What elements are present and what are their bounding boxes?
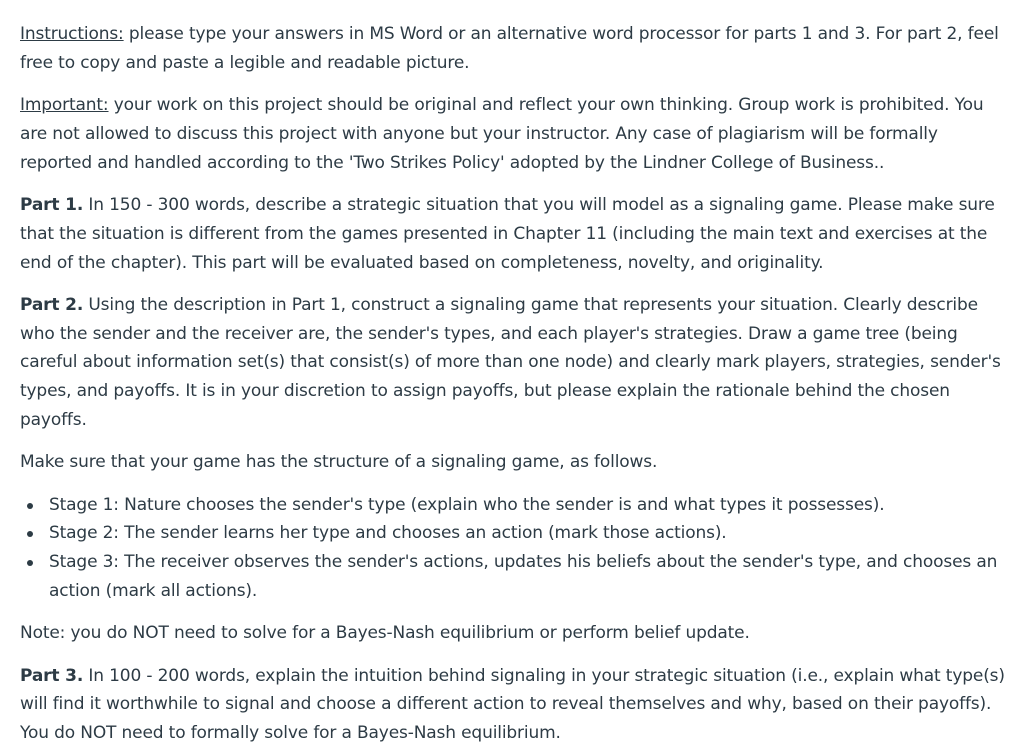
- part2-text: Using the description in Part 1, construct a signaling game that represents your situation. Clearly describe who the sender and the receiver are, the sender's types, and each player's strategies. Draw a game tree (being careful about information set(s) that consist(s) of more than one node) and clearly mark players, strategies, sender's types, and payoffs. It is in your discretion to assign payoffs, but please explain the rationale behind the chosen payoffs.: [20, 294, 1001, 431]
- part3-paragraph: [20, 662, 1010, 748]
- important-text: your work on this project should be original and reflect your own thinking. Group work is prohibited. You are not allowed to discuss this project with anyone but your instructor. Any case of plagiarism will be formally reported and handled according to the 'Two Strikes Policy' adopted by the Lindner College of Business..: [20, 95, 984, 173]
- list-item: [49, 491, 1010, 520]
- part2-paragraph: [20, 291, 1010, 435]
- part3-text: In 100 - 200 words, explain the intuition behind signaling in your strategic situation (i.e., explain what type(s) will find it worthwhile to signal and choose a different action to reveal themselves and why, based on their payoffs). You do NOT need to formally solve for a Bayes-Nash equilibrium.: [20, 665, 1005, 744]
- structure-intro: Make sure that your game has the structure of a signaling game, as follows.: [20, 452, 658, 473]
- bullet-icon: [27, 560, 33, 566]
- instructions-paragraph: [20, 20, 1010, 78]
- stage-3-text: Stage 3: The receiver observes the sender's actions, updates his beliefs about the sender's type, and chooses an action (mark all actions).: [49, 552, 998, 602]
- part3-label: Part 3.: [20, 665, 84, 686]
- list-item: [49, 548, 1010, 606]
- stage-1-text: Stage 1: Nature chooses the sender's type (explain who the sender is and what types it possesses).: [49, 494, 885, 515]
- part2-label: Part 2.: [20, 294, 84, 315]
- stage-2-text: Stage 2: The sender learns her type and chooses an action (mark those actions).: [49, 523, 727, 544]
- part1-text: In 150 - 300 words, describe a strategic situation that you will model as a signaling game. Please make sure that the situation is different from the games presented in Chapter 11 (including the main text and exercises at the end of the chapter). This part will be evaluated based on completeness, novelty, and originality.: [20, 194, 995, 273]
- bullet-icon: [27, 503, 33, 509]
- important-label: Important:: [20, 95, 109, 116]
- bullet-icon: [27, 531, 33, 537]
- important-paragraph: [20, 91, 1010, 177]
- list-item: [49, 519, 1010, 548]
- note-paragraph: Note: you do NOT need to solve for a Bayes-Nash equilibrium or perform belief update.: [20, 623, 750, 644]
- part1-label: Part 1.: [20, 194, 84, 215]
- part1-paragraph: [20, 191, 1010, 277]
- instructions-text: please type your answers in MS Word or an alternative word processor for parts 1 and 3. For part 2, feel free to copy and paste a legible and readable picture.: [20, 24, 999, 73]
- stage-list: [20, 491, 1010, 606]
- instructions-label: Instructions:: [20, 24, 124, 44]
